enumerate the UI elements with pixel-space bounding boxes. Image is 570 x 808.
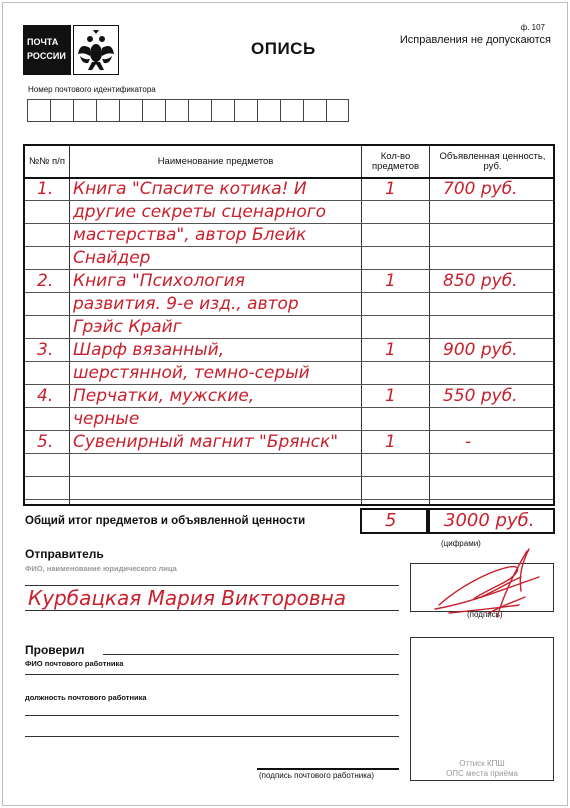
item-name-line: другие секреты сценарного <box>73 202 327 222</box>
item-name-line: шерстянной, темно-серый <box>73 363 310 383</box>
logo-text-block <box>23 25 71 75</box>
item-quantity: 1 <box>385 271 396 291</box>
identifier-digit-box[interactable] <box>50 99 73 122</box>
item-value: 850 руб. <box>443 271 518 291</box>
row-divider <box>25 269 553 270</box>
stamp-caption-line-2: ОПС места приёма <box>446 769 518 778</box>
item-name-line: черные <box>73 409 140 429</box>
row-divider <box>25 407 553 408</box>
item-name-line: Перчатки, мужские, <box>73 386 255 406</box>
sender-name: Курбацкая Мария Викторовна <box>28 586 346 610</box>
item-name-line: Шарф вязанный, <box>73 340 225 360</box>
row-divider <box>25 361 553 362</box>
russian-post-logo <box>23 25 119 75</box>
digits-note: (цифрами) <box>441 539 481 548</box>
identifier-digit-box[interactable] <box>280 99 303 122</box>
form-number: ф. 107 <box>520 23 545 32</box>
item-name-line: Книга "Спасите котика! И <box>73 179 307 199</box>
item-number: 5. <box>37 432 54 452</box>
logo-line-2: РОССИИ <box>27 51 66 61</box>
row-divider <box>25 453 553 454</box>
item-number: 2. <box>37 271 54 291</box>
row-divider <box>25 499 553 500</box>
row-divider <box>25 315 553 316</box>
identifier-digit-box[interactable] <box>211 99 234 122</box>
row-divider <box>25 430 553 431</box>
row-divider <box>25 223 553 224</box>
inventory-form <box>2 2 568 806</box>
sender-name-line <box>25 610 399 611</box>
checker-title: Проверил <box>25 643 85 657</box>
item-quantity: 1 <box>385 386 396 406</box>
header-qty: Кол-во предметов <box>371 150 420 172</box>
checker-line <box>103 654 399 655</box>
identifier-digit-box[interactable] <box>119 99 142 122</box>
item-number: 1. <box>37 179 54 199</box>
row-divider <box>25 476 553 477</box>
item-name-line: Грэйс Крайг <box>73 317 182 337</box>
row-divider <box>25 246 553 247</box>
identifier-digit-box[interactable] <box>234 99 257 122</box>
items-table <box>23 144 555 506</box>
form-title: ОПИСЬ <box>251 39 316 58</box>
sender-signature-caption: (подпись) <box>467 610 503 619</box>
header-name: Наименование предметов <box>157 155 274 167</box>
item-name-line: развития. 9-е изд., автор <box>73 294 299 314</box>
row-divider <box>25 200 553 201</box>
item-number: 4. <box>37 386 54 406</box>
item-value: 900 руб. <box>443 340 518 360</box>
identifier-digit-box[interactable] <box>73 99 96 122</box>
item-value: 550 руб. <box>443 386 518 406</box>
checker-position-line <box>25 715 399 716</box>
item-name-line: Книга "Психология <box>73 271 245 291</box>
item-name-line: Сувенирный магнит "Брянск" <box>73 432 339 452</box>
sender-title: Отправитель <box>25 547 104 561</box>
sender-subtitle: ФИО, наименование юридического лица <box>25 564 177 573</box>
row-divider <box>25 338 553 339</box>
total-value: 3000 руб. <box>444 510 535 531</box>
no-corrections-note: Исправления не допускаются <box>399 34 551 46</box>
checker-name-label: ФИО почтового работника <box>25 659 124 668</box>
item-quantity: 1 <box>385 340 396 360</box>
row-divider <box>25 292 553 293</box>
checker-name-line <box>25 674 399 675</box>
double-headed-eagle-icon <box>73 25 119 75</box>
total-qty: 5 <box>385 510 397 531</box>
item-name-line: Снайдер <box>73 248 151 268</box>
worker-signature-line <box>257 768 399 770</box>
checker-position-line <box>25 736 399 737</box>
identifier-digit-box[interactable] <box>96 99 119 122</box>
header-num: №№ п/п <box>29 155 65 167</box>
identifier-label: Номер почтового идентификатора <box>28 85 156 94</box>
item-quantity: 1 <box>385 179 396 199</box>
item-value: 700 руб. <box>443 179 518 199</box>
identifier-digit-box[interactable] <box>188 99 211 122</box>
identifier-boxes[interactable] <box>27 99 349 122</box>
worker-signature-caption: (подпись почтового работника) <box>259 771 375 780</box>
item-name-line: мастерства", автор Блейк <box>73 225 307 245</box>
identifier-digit-box[interactable] <box>326 99 349 122</box>
sender-name-line <box>25 585 399 586</box>
identifier-digit-box[interactable] <box>27 99 50 122</box>
item-value: - <box>465 432 472 452</box>
identifier-digit-box[interactable] <box>303 99 326 122</box>
identifier-digit-box[interactable] <box>165 99 188 122</box>
logo-line-1: ПОЧТА <box>27 37 59 47</box>
total-label: Общий итог предметов и объявленной ценности <box>25 515 306 527</box>
stamp-caption-line-1: Оттиск КПШ <box>459 759 505 768</box>
identifier-digit-box[interactable] <box>142 99 165 122</box>
header-value: Объявленная ценность, руб. <box>439 150 546 172</box>
item-quantity: 1 <box>385 432 396 452</box>
stamp-caption <box>410 759 554 779</box>
checker-position-label: должность почтового работника <box>25 693 147 702</box>
identifier-digit-box[interactable] <box>257 99 280 122</box>
item-number: 3. <box>37 340 54 360</box>
row-divider <box>25 384 553 385</box>
